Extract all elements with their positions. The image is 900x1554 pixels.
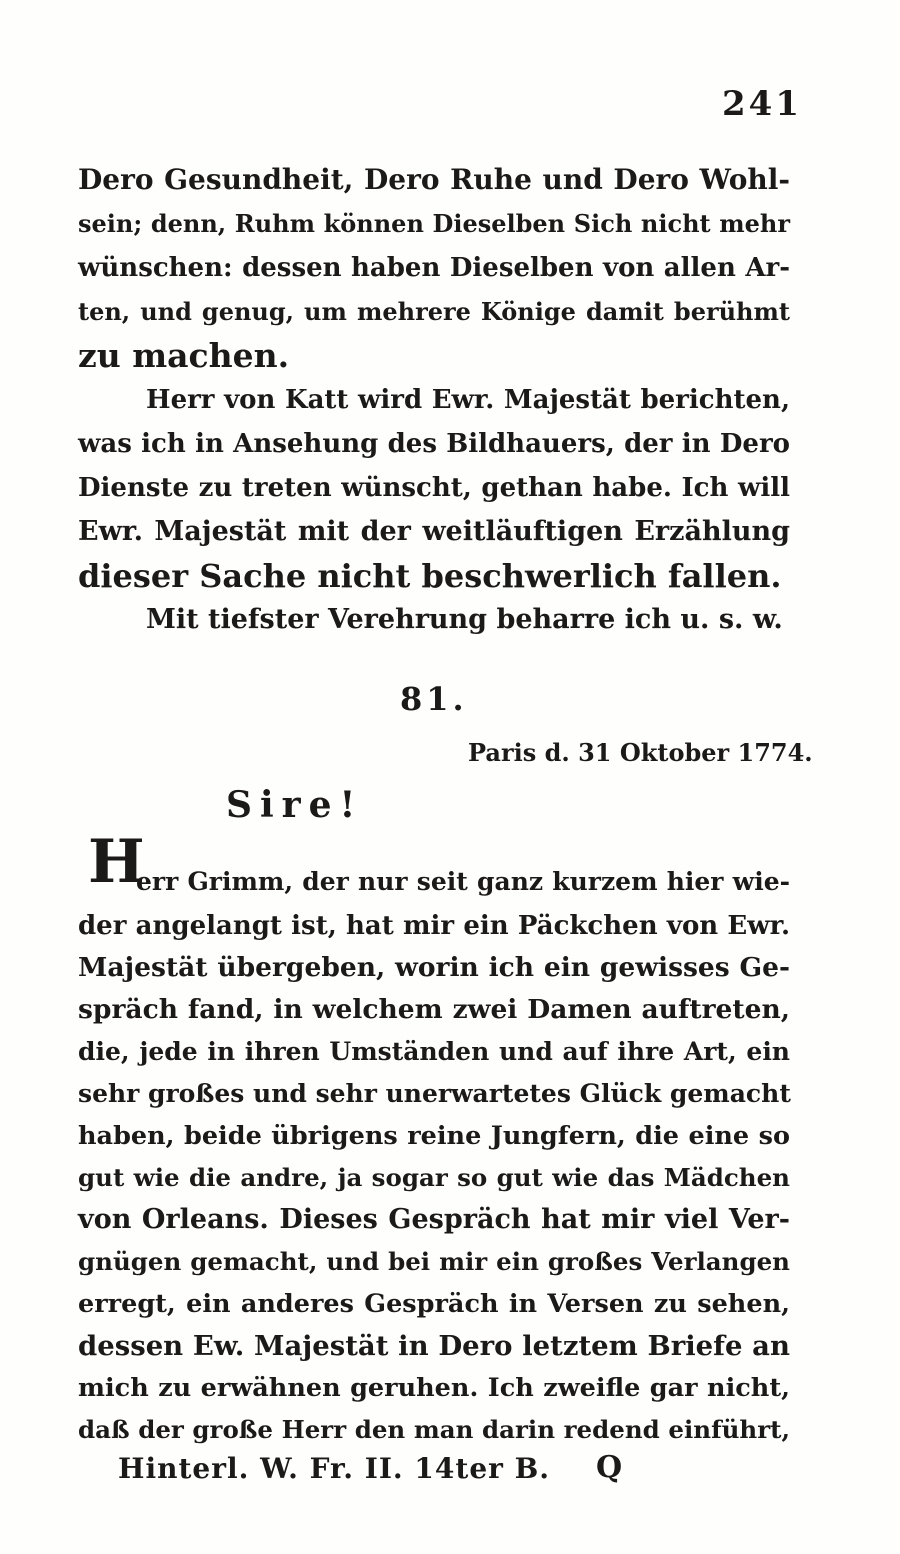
drop-cap: H bbox=[88, 827, 145, 897]
text-line: dieser Sache nicht beschwerlich fallen. bbox=[78, 557, 782, 595]
text-line: spräch fand, in welchem zwei Damen auftreten, bbox=[78, 994, 790, 1025]
text-line: mich zu erwähnen geruhen. Ich zweifle gar nicht, bbox=[78, 1373, 790, 1403]
text-line: err Grimm, der nur seit ganz kurzem hier wie- bbox=[136, 867, 790, 896]
text-line: Dienste zu treten wünscht, gethan habe. Ich will bbox=[78, 473, 790, 503]
text-line: Dero Gesundheit, Dero Ruhe und Dero Wohl- bbox=[78, 163, 790, 196]
text-line: wünschen: dessen haben Dieselben von allen Ar- bbox=[78, 253, 790, 283]
text-line: gnügen gemacht, und bei mir ein großes Verlangen bbox=[78, 1247, 790, 1276]
text-line: Majestät übergeben, worin ich ein gewisses Ge- bbox=[78, 952, 790, 983]
gathering-mark: Q bbox=[596, 1450, 623, 1485]
closing-formula: Mit tiefster Verehrung beharre ich u. s. w. bbox=[146, 604, 783, 635]
text-line: gut wie die andre, ja sogar so gut wie das Mädchen bbox=[78, 1163, 790, 1192]
text-line: daß der große Herr den man darin redend einführt, bbox=[78, 1415, 790, 1444]
text-line: zu machen. bbox=[78, 336, 290, 375]
text-line: der angelangt ist, hat mir ein Päckchen von Ewr. bbox=[78, 911, 790, 941]
text-line: Ewr. Majestät mit der weitläuftigen Erzählung bbox=[78, 516, 790, 547]
text-line: die, jede in ihren Umständen und auf ihre Art, ein bbox=[78, 1037, 790, 1066]
letter-number: 81. bbox=[400, 680, 468, 718]
text-line: sein; denn, Ruhm können Dieselben Sich nicht mehr bbox=[78, 209, 790, 238]
page-number: 241 bbox=[722, 84, 802, 124]
text-line: haben, beide übrigens reine Jungfern, die eine so bbox=[78, 1121, 790, 1151]
text-line: von Orleans. Dieses Gespräch hat mir viel Ver- bbox=[78, 1204, 790, 1235]
dateline: Paris d. 31 Oktober 1774. bbox=[468, 738, 813, 767]
printer-signature: Hinterl. W. Fr. II. 14ter B. bbox=[118, 1452, 551, 1485]
text-line: dessen Ew. Majestät in Dero letztem Briefe an bbox=[78, 1330, 790, 1362]
text-line: sehr großes und sehr unerwartetes Glück gemacht bbox=[78, 1079, 791, 1108]
text-line: Herr von Katt wird Ewr. Majestät berichten, bbox=[146, 385, 790, 415]
text-line: ten, und genug, um mehrere Könige damit berühmt bbox=[78, 297, 790, 326]
salutation: Sire! bbox=[226, 784, 364, 826]
text-line: was ich in Ansehung des Bildhauers, der in Dero bbox=[78, 429, 790, 459]
text-line: erregt, ein anderes Gespräch in Versen zu sehen, bbox=[78, 1289, 790, 1319]
